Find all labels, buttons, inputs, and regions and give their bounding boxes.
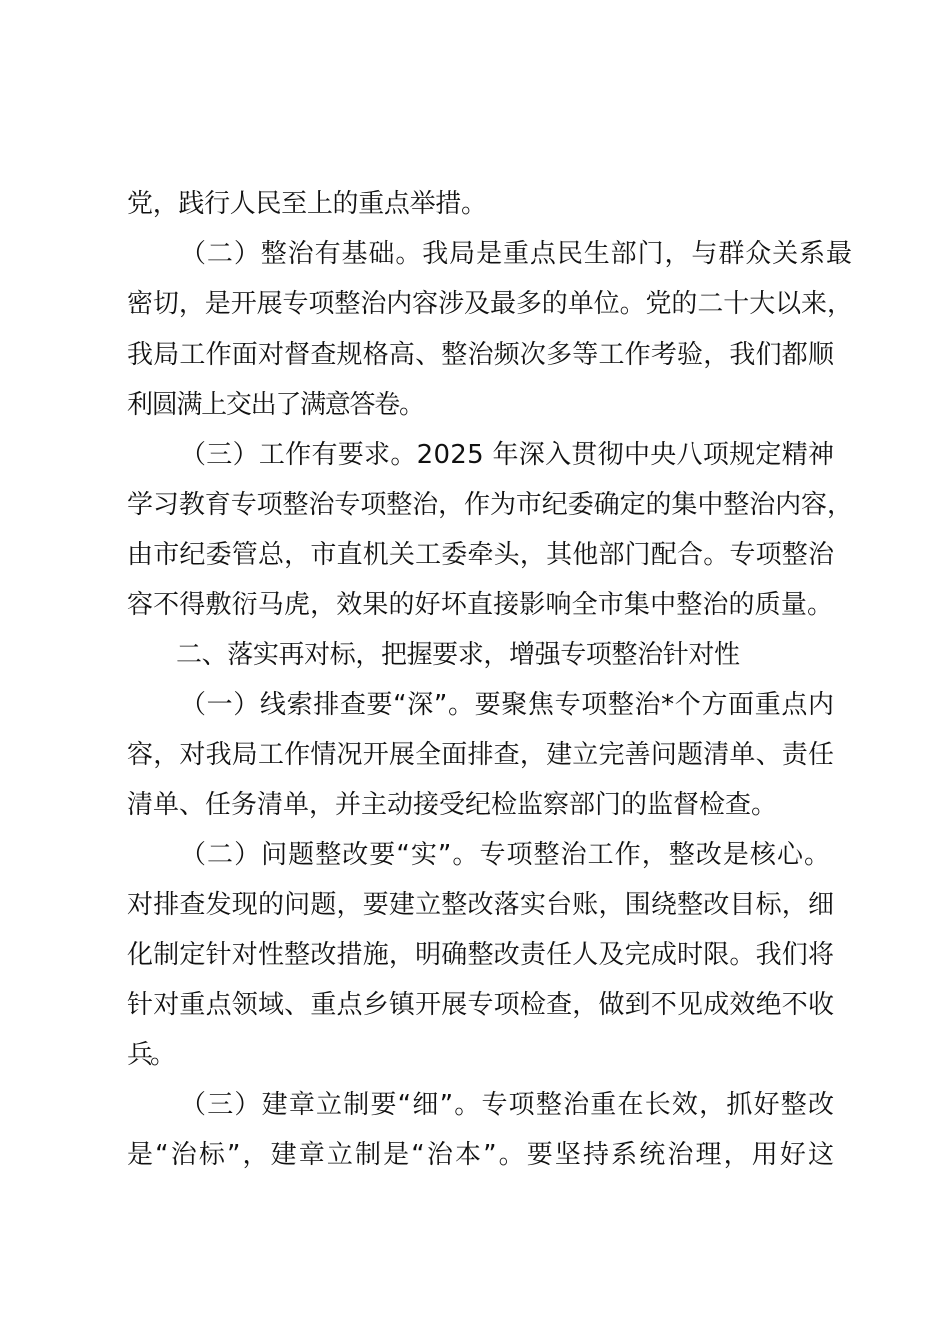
text-line: 利圆满上交出了满意答卷。 bbox=[127, 390, 424, 420]
section-heading: 二、落实再对标，把握要求，增强专项整治针对性 bbox=[176, 640, 740, 670]
text-line: 清单、任务清单，并主动接受纪检监察部门的监督检查。 bbox=[127, 790, 777, 820]
text-line: 我局工作面对督查规格高、整治频次多等工作考验，我们都顺 bbox=[127, 340, 835, 370]
text-line: 由市纪委管总，市直机关工委牵头，其他部门配合。专项整治 bbox=[127, 540, 835, 570]
text-line: 对排查发现的问题，要建立整改落实台账，围绕整改目标，细 bbox=[127, 890, 835, 920]
text-line: 兵。 bbox=[127, 1040, 174, 1070]
text-line: 针对重点领域、重点乡镇开展专项检查，做到不见成效绝不收 bbox=[127, 990, 835, 1020]
text-line: （二）整治有基础。我局是重点民生部门，与群众关系最 bbox=[180, 239, 853, 269]
text-line: （二）问题整改要“实”。专项整治工作，整改是核心。 bbox=[180, 840, 832, 870]
text-line: 党，践行人民至上的重点举措。 bbox=[127, 189, 487, 219]
text-line: 容不得敷衍马虎，效果的好坏直接影响全市集中整治的质量。 bbox=[127, 590, 834, 620]
text-line: （三）工作有要求。2025 年深入贯彻中央八项规定精神 bbox=[180, 440, 835, 470]
text-line: （三）建章立制要“细”。专项整治重在长效，抓好整改 bbox=[180, 1090, 836, 1120]
text-line: 化制定针对性整改措施，明确整改责任人及完成时限。我们将 bbox=[127, 940, 835, 970]
text-line: 是“治标”，建章立制是“治本”。要坚持系统治理，用好这 bbox=[127, 1140, 837, 1170]
text-line: 密切，是开展专项整治内容涉及最多的单位。党的二十大以来， bbox=[127, 289, 853, 319]
text-line: 学习教育专项整治专项整治，作为市纪委确定的集中整治内容， bbox=[127, 490, 853, 520]
text-line: （一）线索排查要“深”。要聚焦专项整治*个方面重点内 bbox=[180, 690, 835, 720]
text-line: 容，对我局工作情况开展全面排查，建立完善问题清单、责任 bbox=[127, 740, 835, 770]
